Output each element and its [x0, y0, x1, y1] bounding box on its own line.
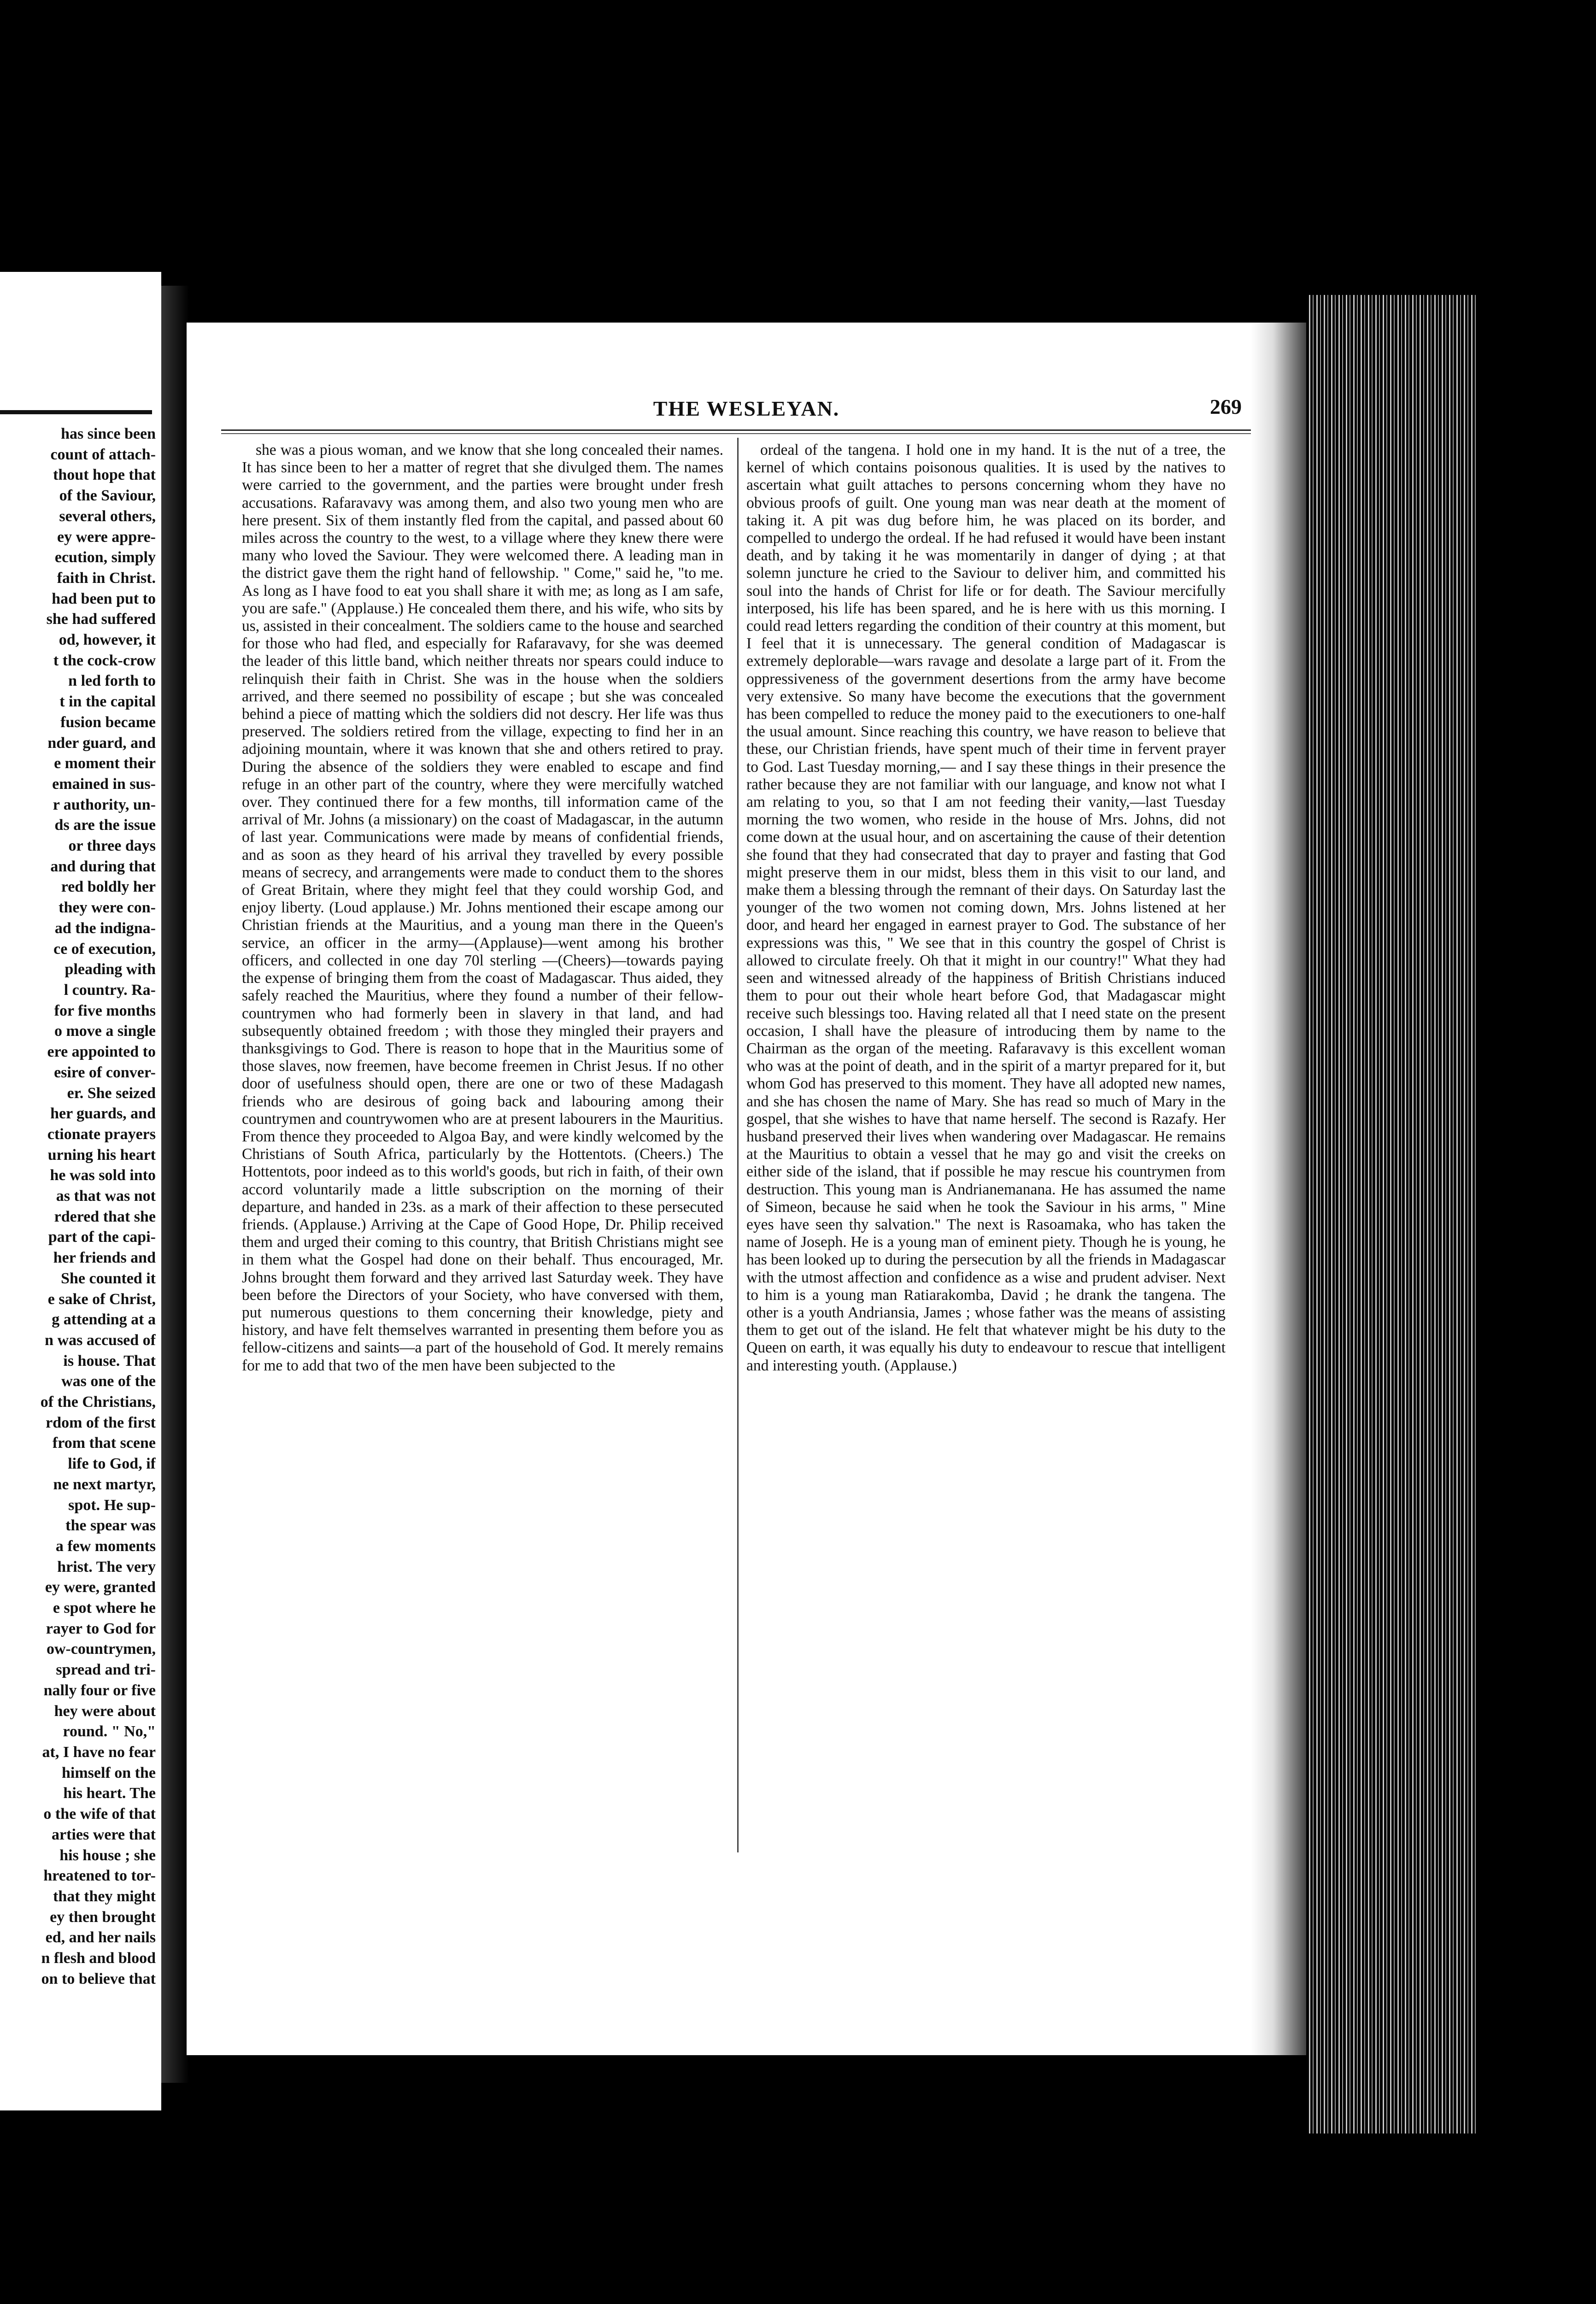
left-page-line: had been put to — [52, 590, 156, 607]
left-page-line: nally four or five — [43, 1681, 156, 1699]
left-page-text — [4, 424, 156, 1989]
fanned-page-edges — [1306, 295, 1477, 2134]
left-page-line: count of attach- — [50, 446, 156, 463]
left-page-line: n led forth to — [68, 672, 156, 690]
main-page — [187, 323, 1306, 2055]
left-page-line: urning his heart — [47, 1146, 156, 1164]
left-page-line: his heart. The — [63, 1785, 156, 1802]
left-page-line: rdom of the first — [46, 1414, 156, 1431]
left-page-line: l country. Ra- — [64, 981, 156, 999]
left-page-line: for five months — [54, 1002, 156, 1019]
header-rule — [221, 429, 1260, 434]
right-column — [746, 441, 1226, 1375]
left-page-line: esire of conver- — [54, 1064, 156, 1081]
left-page-line: od, however, it — [59, 631, 156, 649]
left-page-line: spot. He sup- — [68, 1496, 156, 1514]
left-page-line: ey then brought — [50, 1908, 156, 1926]
page-fold-shadow — [1251, 323, 1306, 2055]
column-divider — [737, 438, 739, 1852]
left-page-line: ey were, granted — [45, 1579, 156, 1596]
left-page-line: of the Christians, — [40, 1393, 156, 1411]
page-number: 269 — [1210, 395, 1242, 418]
left-page-line: ed, and her nails — [45, 1929, 156, 1946]
left-page-line: hreatened to tor- — [43, 1867, 156, 1885]
left-page-line: from that scene — [52, 1434, 156, 1452]
left-page-line: the spear was — [65, 1517, 156, 1534]
left-page-line: ne next martyr, — [53, 1475, 156, 1493]
left-page-line: r authority, un- — [53, 796, 156, 813]
left-page-line: t the cock-crow — [53, 652, 156, 669]
left-page-line: n was accused of — [45, 1331, 156, 1349]
left-page-line: ce of execution, — [53, 940, 156, 958]
left-page-line: ere appointed to — [47, 1043, 156, 1061]
left-page-line: ow-countrymen, — [46, 1640, 156, 1658]
left-page-line: arties were that — [52, 1826, 156, 1843]
left-page-line: ecution, simply — [54, 549, 156, 566]
left-page-line: his house ; she — [59, 1846, 156, 1864]
left-page-line: faith in Christ. — [57, 569, 156, 587]
left-column-paragraph: she was a pious woman, and we know that she long concealed their names. It has since been to her a matter of regret that she divulged them. The names were carried to the government, and the parties were brought under fresh accusations. Rafaravavy was among them, and also two young men who are here present. Six of them instantly fled from the capital, and passed about 60 miles across the country to the west, to a village where they knew there were many who loved the Saviour. They were welcomed there. A leading man in the district gave them the right hand of fellowship. " Come," said he, "to me. As long as I have food to eat you shall share it with me; as long as I am safe, you are safe." (Applause.) He concealed them there, and his wife, who sits by us, assisted in their concealment. The soldiers came to the house and searched for those who had fled, and especially for Rafaravavy, for she was deemed the leader of this little band, which neither threats nor spears could induce to relinquish their faith in Christ. She was in the house when the soldiers arrived, and there seemed no possibility of escape ; but she was concealed behind a piece of matting which the soldiers did not descry. Her life was thus preserved. The soldiers retired from the village, expecting to find her in an adjoining mountain, where it was known that she and others retired to pray. During the absence of the soldiers they were enabled to escape and find refuge in an other part of the country, where they were mercifully watched over. They continued there for a few months, till information came of the arrival of Mr. Johns (a missionary) on the coast of Madagascar, in the autumn of last year. Communications were made by means of confidential friends, and as soon as they heard of his arrival they travelled by every possible means of secrecy, and arrangements were made to conduct them to the shores of Great Britain, where they might feel that they could worship God, and enjoy liberty. (Loud applause.) Mr. Johns mentioned their escape among our Christian friends at the Mauritius, and a young man there in the Queen's service, an officer in the army—(Applause)—went among his brother officers, and collected in one day 70l sterling —(Cheers)—towards paying the expense of bringing them from the coast of Madagascar. Thus aided, they safely reached the Mauritius, where they found a number of their fellow-countrymen who had formerly been in slavery in that land, and had subsequently obtained freedom ; with those they mingled their prayers and thanksgivings to God. There is reason to hope that in the Mauritius some of those slaves, now freemen, have become freemen in Christ Jesus. If no other door of usefulness should open, there are one or two of these Madagash friends who are desirous of going back and labouring among their countrymen and countrywomen who are at present labourers in the Mauritius. From thence they proceeded to Algoa Bay, and were kindly welcomed by the Christians of South Africa, particularly by the Hottentots. (Cheers.) The Hottentots, poor indeed as to this world's goods, but rich in faith, of their own accord voluntarily made a little subscription on the morning of their departure, and handed in 23s. as a mark of their affection to these persecuted friends. (Applause.) Arriving at the Cape of Good Hope, Dr. Philip received them and urged their coming to this country, that British Christians might see in them what the Gospel had done on their behalf. Thus encouraged, Mr. Johns brought them forward and they arrived last Saturday week. They have been before the Directors of your Society, who have conversed with them, put numerous questions to them concerning their knowledge, piety and history, and have felt themselves warranted in presenting them before you as fellow-citizens and saints—a part of the household of God. It merely remains for me to add that two of the men have been subjected to the — [242, 441, 723, 1374]
left-page-line: is house. That — [63, 1352, 156, 1369]
left-page-line: rdered that she — [54, 1208, 156, 1225]
left-page-line: o move a single — [54, 1023, 156, 1040]
left-page-line: ctionate prayers — [47, 1125, 156, 1143]
left-page-line: she had suffered — [46, 611, 156, 628]
left-page-line: thout hope that — [53, 466, 156, 484]
binding-shadow — [161, 286, 189, 2083]
left-page-line: ad the indigna- — [54, 919, 156, 937]
left-page-line: and during that — [50, 858, 156, 875]
left-page-line: fusion became — [60, 713, 156, 731]
left-page-line: round. " No," — [63, 1723, 156, 1740]
left-page-line: life to God, if — [68, 1455, 156, 1473]
left-page-line: e moment their — [54, 755, 156, 772]
left-page-line: they were con- — [59, 899, 156, 917]
left-page-line: er. She seized — [67, 1084, 156, 1102]
page-header — [187, 396, 1306, 424]
left-page-line: ey were appre- — [57, 528, 156, 546]
left-page-line: spread and tri- — [56, 1661, 156, 1679]
left-page-line: her guards, and — [50, 1105, 156, 1123]
left-page-line: nder guard, and — [47, 734, 156, 752]
left-page-line: e sake of Christ, — [47, 1290, 156, 1308]
left-page-line: e spot where he — [53, 1599, 156, 1617]
left-page-line: pleading with — [65, 961, 156, 978]
left-page-line: was one of the — [61, 1373, 156, 1390]
left-page-line: a few moments — [55, 1537, 156, 1555]
left-page-line: g attending at a — [52, 1311, 156, 1328]
left-page-line: red boldly her — [61, 878, 156, 896]
left-page-line: emained in sus- — [52, 775, 156, 793]
left-page-line: rayer to God for — [46, 1620, 156, 1637]
left-page-line: of the Saviour, — [59, 487, 156, 505]
left-page-line: has since been — [61, 425, 156, 442]
left-facing-page — [0, 272, 161, 2110]
left-page-line: part of the capi- — [48, 1228, 156, 1246]
left-page-line: at, I have no fear — [42, 1744, 156, 1761]
left-page-line: hey were about — [54, 1702, 156, 1720]
left-page-line: or three days — [68, 837, 156, 855]
left-page-line: himself on the — [62, 1764, 156, 1781]
left-page-rule — [0, 410, 152, 414]
left-page-line: on to believe that — [41, 1970, 156, 1987]
left-page-line: She counted it — [61, 1270, 156, 1287]
left-page-line: as that was not — [56, 1187, 156, 1205]
left-page-line: o the wife of that — [43, 1805, 156, 1823]
left-page-line: several others, — [59, 507, 156, 525]
left-column — [242, 441, 723, 1375]
left-page-line: ds are the issue — [54, 817, 156, 834]
left-page-line: that they might — [53, 1887, 156, 1905]
right-column-paragraph: ordeal of the tangena. I hold one in my hand. It is the nut of a tree, the kernel of which contains poisonous qualities. It is used by the natives to ascertain what guilt attaches to persons concerning whom they have no obvious proofs of guilt. One young man was near death at the moment of taking it. A pit was dug before him, he was placed on its border, and compelled to undergo the ordeal. If he had refused it would have been instant death, and by taking it he was momentarily in danger of dying ; at that solemn juncture he cried to the Saviour to deliver him, and committed his soul into the hands of Christ for life or for death. The Saviour mercifully interposed, his life has been spared, and he is here with us this morning. I could read letters regarding the condition of their country at this moment, but I feel that it is unnecessary. The general condition of Madagascar is extremely deplorable—wars ravage and desolate a large part of it. From the oppressiveness of the government desertions from the army have become very extensive. So many have become the executions that the government has been compelled to reduce the money paid to the executioners to one-half the usual amount. Since reaching this country, we have reason to believe that these, our Christian friends, have spent much of their time in fervent prayer to God. Last Tuesday morning,— and I say these things in their presence the rather because they are not familiar with our language, and know not what I am relating to you, so that I am not feeding their vanity,—last Tuesday morning the two women, who reside in the house of Mrs. Johns, did not come down at the usual hour, and on ascertaining the cause of their detention she found that they had consecrated that day to prayer and fasting that God might preserve them in our midst, bless them in this visit to our land, and make them a blessing through the remnant of their days. On Saturday last the younger of the two women not coming down, Mrs. Johns listened at her door, and heard her engaged in earnest prayer to God. The substance of her expressions was this, " We see that in this country the gospel of Christ is allowed to circulate freely. Oh that it might in our country!" What they had seen and witnessed already of the happiness of British Christians induced them to pour out their whole heart before God, that Madagascar might receive such blessings too. Having related all that I need state on the present occasion, I shall have the pleasure of introducing them by name to the Chairman as the organ of the meeting. Rafaravavy is this excellent woman who was at the point of death, and in the spirit of a martyr prepared for it, but whom God has preserved to this moment. They have all adopted new names, and she has chosen the name of Mary. She has read so much of Mary in the gospel, that she wishes to have that name herself. The second is Razafy. Her husband preserved their lives when wandering over Madagascar. He remains at the Mauritius to obtain a vessel that he may go and visit the creeks on either side of the island, that if possible he may rescue his countrymen from destruction. This young man is Andrianemanana. He has assumed the name of Simeon, because he said when he took the Saviour in his arms, " Mine eyes have seen thy salvation." The next is Rasoamaka, who has taken the name of Joseph. He is a young man of eminent piety. Though he is young, he has been looked up to during the persecution by all the friends in Madagascar with the utmost affection and confidence as a wise and prudent adviser. Next to him is a young man Ratiarakomba, David ; he drank the tangena. The other is a youth Andriansia, James ; whose father was the means of assisting them to get out of the island. He felt that whatever might be his duty to the Queen on earth, it was equally his duty to endeavour to rescue that intelligent and interesting youth. (Applause.) — [746, 441, 1226, 1374]
left-page-line: n flesh and blood — [41, 1950, 156, 1967]
left-page-line: her friends and — [53, 1249, 156, 1267]
left-page-line: hrist. The very — [57, 1558, 156, 1575]
left-page-line: he was sold into — [50, 1167, 156, 1184]
left-page-line: t in the capital — [59, 693, 156, 711]
running-title: THE WESLEYAN. — [653, 397, 840, 420]
